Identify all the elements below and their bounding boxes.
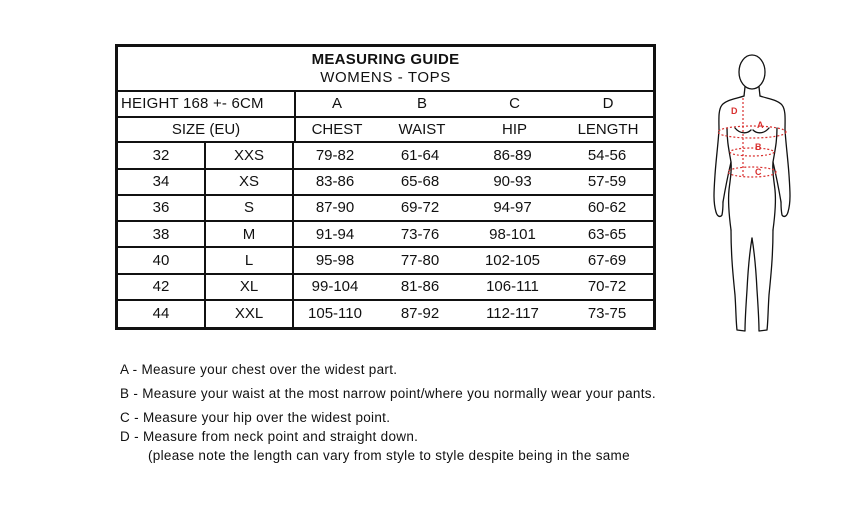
note-hip: C - Measure your hip over the widest point.: [120, 410, 391, 425]
figure-label-b: B: [755, 142, 762, 152]
col-letter-a: A: [331, 95, 342, 113]
hip-cell: 90-93: [493, 173, 532, 191]
chest-cell: 79-82: [315, 146, 355, 164]
table-title-block: [118, 47, 653, 92]
chest-line-a: [718, 126, 786, 138]
eu-size-cell: 36: [118, 196, 206, 220]
waist-cell: 87-92: [400, 305, 440, 323]
letter-size-cell: M: [206, 222, 294, 246]
figure-label-d: D: [731, 106, 738, 116]
table-subtitle: WOMENS - TOPS: [320, 68, 451, 86]
table-row: [118, 301, 653, 327]
waist-cell: 69-72: [400, 199, 440, 217]
col-letter-c: C: [509, 95, 520, 113]
hip-cell: 98-101: [489, 225, 536, 243]
col-header-chest: CHEST: [311, 121, 363, 139]
chest-cell: 95-98: [315, 251, 355, 269]
length-cell: 63-65: [587, 225, 627, 243]
letter-size-cell: XXS: [206, 143, 294, 167]
length-cell: 60-62: [587, 199, 627, 217]
letter-size-cell: XL: [206, 275, 294, 299]
table-row: [118, 275, 653, 301]
length-cell: 67-69: [587, 251, 627, 269]
col-letter-d: D: [602, 95, 614, 113]
note-waist: B - Measure your waist at the most narrow point/where you normally wear your pants.: [120, 386, 656, 401]
waist-cell: 73-76: [400, 225, 440, 243]
figure-label-a: A: [757, 120, 764, 130]
eu-size-cell: 44: [118, 301, 206, 327]
eu-size-cell: 32: [118, 143, 206, 167]
note-length-continued: (please note the length can vary from style to style despite being in the same: [148, 448, 630, 463]
letter-size-cell: XS: [206, 170, 294, 194]
hip-cell: 94-97: [493, 199, 532, 217]
chest-cell: 91-94: [315, 225, 355, 243]
chest-cell: 99-104: [311, 278, 359, 296]
measure-markers: [718, 98, 786, 178]
size-label: SIZE (EU): [118, 118, 296, 142]
letter-size-cell: L: [206, 248, 294, 272]
waist-cell: 81-86: [400, 278, 440, 296]
length-cell: 70-72: [587, 278, 627, 296]
table-row: [118, 196, 653, 222]
eu-size-cell: 40: [118, 248, 206, 272]
letter-size-cell: S: [206, 196, 294, 220]
col-header-hip: HIP: [501, 121, 527, 139]
waist-cell: 65-68: [400, 173, 440, 191]
hip-cell: 112-117: [486, 305, 539, 323]
col-header-length: LENGTH: [577, 121, 639, 139]
table-title: MEASURING GUIDE: [311, 50, 460, 68]
header-row-letters: [118, 92, 653, 118]
chest-cell: 83-86: [315, 173, 355, 191]
height-label: HEIGHT 168 +- 6CM: [118, 92, 296, 116]
col-letter-b: B: [416, 95, 427, 113]
chest-cell: 105-110: [308, 305, 362, 323]
waist-cell: 77-80: [400, 251, 440, 269]
note-chest: A - Measure your chest over the widest part.: [120, 362, 398, 377]
body-figure-illustration: [705, 50, 815, 340]
waist-cell: 61-64: [400, 146, 440, 164]
letter-size-cell: XXL: [206, 301, 294, 327]
table-row: [118, 170, 653, 196]
table-row: [118, 248, 653, 274]
chest-cell: 87-90: [315, 199, 355, 217]
length-cell: 54-56: [587, 146, 627, 164]
body-outline: [714, 55, 790, 331]
table-row: [118, 143, 653, 169]
length-cell: 57-59: [587, 173, 627, 191]
measuring-guide-table: [115, 44, 656, 330]
note-length: D - Measure from neck point and straight down.: [120, 429, 419, 444]
col-header-waist: WAIST: [398, 121, 446, 139]
hip-cell: 102-105: [484, 251, 541, 269]
waist-line-b: [730, 148, 774, 156]
table-row: [118, 222, 653, 248]
hip-line-c: [728, 167, 776, 177]
measuring-notes: [120, 360, 780, 465]
hip-cell: 86-89: [493, 146, 532, 164]
eu-size-cell: 42: [118, 275, 206, 299]
header-row-measures: [118, 118, 653, 144]
length-cell: 73-75: [587, 305, 627, 323]
eu-size-cell: 38: [118, 222, 206, 246]
figure-label-c: C: [755, 167, 762, 177]
hip-cell: 106-111: [486, 278, 539, 296]
eu-size-cell: 34: [118, 170, 206, 194]
